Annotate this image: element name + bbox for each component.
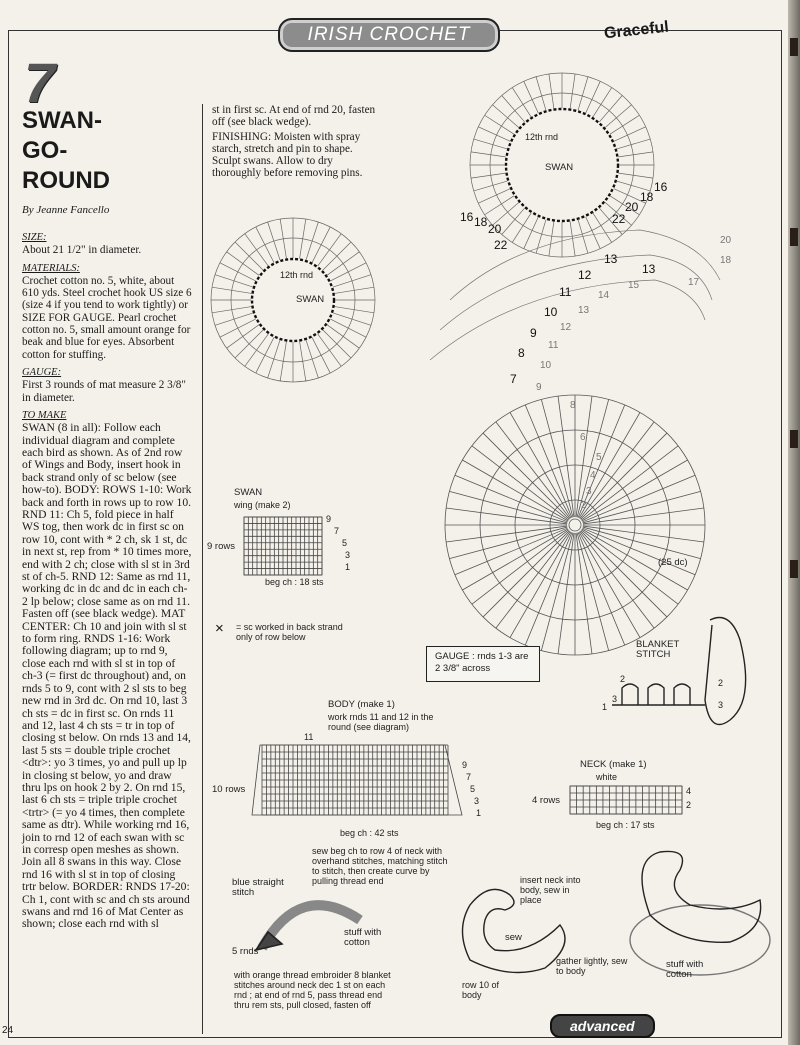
gauge-heading: GAUGE: xyxy=(22,366,62,378)
body-beg-ch: beg ch : 42 sts xyxy=(340,828,399,838)
mat-spoke xyxy=(446,508,567,524)
blanket-mark: 2 xyxy=(620,674,626,684)
faint-round-number: 8 xyxy=(570,400,576,411)
mat-spoke xyxy=(449,527,567,559)
swan-lace-rays xyxy=(211,218,375,382)
lace-ray xyxy=(474,139,508,149)
mat-spoke xyxy=(541,533,573,651)
row10-label: row 10 of body xyxy=(462,980,500,1000)
sew-label: sew xyxy=(505,932,522,943)
round-number: 7 xyxy=(510,372,517,386)
round-number: 10 xyxy=(544,305,558,319)
faint-round-number: 11 xyxy=(548,340,559,351)
faint-round-number: 3 xyxy=(586,486,592,497)
lace-ray xyxy=(318,234,342,266)
border-arcs xyxy=(430,230,720,360)
swan-circle-2-name: SWAN xyxy=(296,294,325,305)
needle-loop xyxy=(705,618,746,725)
swan-circle-2-rnd: 12th rnd xyxy=(280,270,314,280)
mat-spoke xyxy=(558,396,574,517)
lace-ray xyxy=(599,95,622,121)
body-chart xyxy=(252,745,462,815)
faint-round-number: 4 xyxy=(590,470,596,481)
gather-note: gather lightly, sew to body xyxy=(556,956,628,976)
gauge-box: GAUGE : rnds 1-3 are 2 3/8" across xyxy=(426,646,540,682)
five-rnds-label: 5 rnds xyxy=(232,946,259,957)
mat-spoke xyxy=(576,396,592,517)
round-number: 20 xyxy=(488,222,502,236)
graceful-tag: Graceful xyxy=(603,18,670,43)
round-number: 16 xyxy=(460,210,474,224)
lace-ray xyxy=(245,234,269,266)
mat-spoke xyxy=(483,433,569,519)
blanket-stitch-title: BLANKET STITCH xyxy=(636,639,680,660)
mat-spoke xyxy=(558,533,574,654)
blanket-stitch-drawing xyxy=(612,618,746,725)
title-line: GO- xyxy=(22,137,68,164)
wing-row-mark: 5 xyxy=(342,538,348,548)
mat-center-ring xyxy=(569,519,581,531)
center-dc-count: (25 dc) xyxy=(658,557,688,568)
faint-round-number: 10 xyxy=(540,360,552,371)
body-row-mark: 9 xyxy=(462,760,468,770)
mat-spoke xyxy=(472,446,569,520)
mat-spokes xyxy=(445,395,705,655)
mat-spoke xyxy=(583,508,704,524)
faint-round-number: 9 xyxy=(536,382,542,393)
neck-beg-ch: beg ch : 17 sts xyxy=(596,820,655,830)
wing-row-mark: 7 xyxy=(334,526,340,536)
lace-ray xyxy=(227,325,259,349)
faint-round-number: 5 xyxy=(596,452,602,463)
blanket-mark: 2 xyxy=(718,678,724,688)
mat-center-diagram xyxy=(445,395,705,655)
finishing-text: FINISHING: Moisten with spray starch, stretch and pin to shape. Sculpt swans. Allow to dry thoroughly before removing pins. xyxy=(212,130,363,180)
blanket-mark: 1 xyxy=(602,702,608,712)
neck-subtitle: white xyxy=(596,772,618,782)
lace-ray xyxy=(227,252,259,276)
mat-spoke xyxy=(446,526,567,542)
wing-rows-label: 9 rows xyxy=(207,541,235,552)
lace-ray xyxy=(235,330,263,358)
wing-row-mark: 1 xyxy=(345,562,351,572)
lace-ray xyxy=(502,208,525,234)
body-rows-label: 10 rows xyxy=(212,784,246,795)
wing-beg-ch: beg ch : 18 sts xyxy=(265,577,324,587)
wing-row-mark: 9 xyxy=(326,514,332,524)
round-number: 17 xyxy=(688,277,700,288)
title-line: SWAN- xyxy=(22,107,102,134)
body-stitch-grid xyxy=(262,745,448,815)
lace-ray xyxy=(327,325,359,349)
mat-spoke xyxy=(577,533,609,651)
round-number: 22 xyxy=(612,212,626,226)
mat-spoke xyxy=(583,491,701,523)
byline: By Jeanne Fancello xyxy=(22,204,110,216)
lace-ray xyxy=(578,77,588,111)
size-text: About 21 1/2" in diameter. xyxy=(22,244,142,257)
mat-spoke xyxy=(496,531,570,628)
lace-ray xyxy=(245,334,269,366)
border-arc xyxy=(440,255,712,330)
to-make-text: SWAN (8 in all): Follow each individual diagram and complete each bird as shown. As of 2nd row of Wings and Body, insert hook in back strand only of sc below (see how-to). BODY: ROWS 1-10: Work back and forth in rows up to row 10. RND 11: Ch 5, fold piece in half WS tog, then work dc in first sc on row 10, cont with * 2 ch, sk 1 st, dc in next st, rep from * 10 times more, end with 2 ch; close with sl st in 3rd st of ch-5. RND 12: Same as rnd 11, working dc in dc and dc in each ch-2 lp below; close same as on rnd 11. Fasten off (see black wedge). MAT CENTER: Ch 10 and join with sl st to form ring. RNDS 1-16: Work following diagram; up to rnd 9, close each rnd with sl st in top of ch-3 (= first dc throughout) and, on rnds 5 to 9, cont with 2 sl sts to beg new rnd in 3rd dc. On rnd 10, last 3 ch sts = dc in first sc. On rnds 11 and 12, last 4 ch sts = tr in top of closing st below. On rnds 13 and 14, last 5 sts = double triple crochet <dtr>: yo 3 times, yo and pull up lp in closing st below, yo and draw thru lps on hook 2 by 2. On rnd 15, last 6 ch sts = triple triple crochet <trtr> (= yo 4 times, then complete same as dtr). While working rnd 16, join to rnd 12 of each swan with sc in corresp open meshes as shown. Join all 8 swans in this way. Close rnd 16 with sl st in top of closing trtr below. BORDER: RNDS 17-20: Ch 1, cont with sc and ch sts around swans and rnd 16 of Mat Center as shown; close each rnd with sl xyxy=(22,421,192,931)
neck-chart xyxy=(570,786,682,814)
lace-ray xyxy=(318,334,342,366)
sc-back-strand-symbol: × xyxy=(215,620,224,637)
continued-text: st in first sc. At end of rnd 20, fasten off (see black wedge). xyxy=(212,104,376,129)
neck-rows-label: 4 rows xyxy=(532,795,560,806)
wing-row-mark: 3 xyxy=(345,550,351,560)
body-row-mark: 11 xyxy=(304,732,314,742)
lace-ray xyxy=(235,242,263,270)
gauge-text: First 3 rounds of mat measure 2 3/8" in diameter. xyxy=(22,379,186,404)
wing-title: SWAN xyxy=(234,487,263,498)
title-line: ROUND xyxy=(22,167,110,194)
lace-ray xyxy=(492,105,518,128)
lace-ray xyxy=(617,139,651,149)
round-number: 22 xyxy=(494,238,508,252)
lace-ray xyxy=(605,105,631,128)
body-row-mark: 5 xyxy=(470,784,476,794)
legend-text: = sc worked in back strand only of row below xyxy=(236,622,343,642)
round-number: 12 xyxy=(578,268,592,282)
body-title: BODY (make 1) xyxy=(328,699,395,710)
lace-ray xyxy=(549,221,554,256)
wing-stitch-grid xyxy=(244,517,322,575)
mat-spoke xyxy=(496,422,570,519)
final-stuff-label: stuff with cotton xyxy=(666,959,704,980)
wing-chart xyxy=(244,517,322,575)
faint-round-number: 2 xyxy=(581,500,587,511)
body-description: work rnds 11 and 12 in the round (see diagram) xyxy=(328,712,434,732)
page-number: 24 xyxy=(2,1025,14,1036)
mat-spoke xyxy=(483,531,569,617)
lace-ray xyxy=(474,181,508,191)
materials-text: Crochet cotton no. 5, white, about 610 yds. Steel crochet hook US size 6 (size 4 if you tend to work tightly) or SIZE FOR GAUGE. Pearl crochet cotton no. 5, small amount orange for beak and blue for eyes. Absorbent cotton for stuffing. xyxy=(22,274,192,361)
round-number: 13 xyxy=(642,262,656,276)
round-number: 11 xyxy=(559,285,572,299)
round-number: 18 xyxy=(640,190,654,204)
round-number: 13 xyxy=(604,252,618,266)
size-heading: SIZE: xyxy=(22,232,47,243)
round-number: 16 xyxy=(654,180,668,194)
embroider-note: with orange thread embroider 8 blanket stitches around neck dec 1 st on each rnd ; at end of rnd 5, pass thread end thru rem sts, pull closed, fasten off xyxy=(234,970,391,1010)
faint-round-number: 15 xyxy=(628,280,640,291)
faint-round-number: 13 xyxy=(578,305,590,316)
round-number: 18 xyxy=(720,255,732,266)
swan-circle-1-name: SWAN xyxy=(545,162,574,173)
round-number: 8 xyxy=(518,346,525,360)
lace-ray xyxy=(502,95,525,121)
header-banner-text: IRISH CROCHET xyxy=(307,24,471,45)
lace-ray xyxy=(618,173,653,178)
lace-ray xyxy=(536,77,546,111)
mat-spoke xyxy=(541,399,573,517)
faint-round-number: 6 xyxy=(580,432,586,443)
neck-title: NECK (make 1) xyxy=(580,759,647,770)
round-number: 18 xyxy=(474,215,488,229)
advanced-badge: advanced xyxy=(550,1014,655,1038)
stuff-label: stuff with cotton xyxy=(344,927,382,948)
round-number: 9 xyxy=(530,326,537,340)
lace-ray xyxy=(327,252,359,276)
final-swan-outline xyxy=(642,851,761,942)
to-make-heading: TO MAKE xyxy=(22,409,67,421)
mat-spoke xyxy=(583,527,701,559)
mat-spoke xyxy=(576,533,592,654)
mat-spoke xyxy=(583,526,704,542)
faint-round-number: 14 xyxy=(598,290,610,301)
lace-ray xyxy=(549,74,554,109)
wing-subtitle: wing (make 2) xyxy=(234,500,291,510)
swan-lace-1 xyxy=(211,218,375,382)
project-number: 7 xyxy=(24,51,56,114)
materials-heading: MATERIALS: xyxy=(22,262,80,274)
faint-round-number: 12 xyxy=(560,322,572,333)
lace-ray xyxy=(471,173,506,178)
swan-circle-1-rnd: 12th rnd xyxy=(525,132,559,142)
insert-neck-note: insert neck into body, sew in place xyxy=(520,875,581,905)
round-number: 20 xyxy=(720,235,732,246)
blanket-mark: 3 xyxy=(612,694,618,704)
blue-stitch-label: blue straight stitch xyxy=(232,877,284,898)
body-row-mark: 1 xyxy=(476,808,482,818)
lace-ray xyxy=(618,152,653,157)
swan-final-drawing xyxy=(630,851,770,975)
mat-spoke xyxy=(581,531,667,617)
lace-ray xyxy=(323,330,351,358)
lace-ray xyxy=(570,74,575,109)
neck-row-mark: 4 xyxy=(686,786,692,796)
lace-ray xyxy=(471,152,506,157)
body-row-mark: 3 xyxy=(474,796,480,806)
neck-sew-note: sew beg ch to row 4 of neck with overhand stitches, matching stitch to stitch, then create curve by pulling thread end xyxy=(312,846,448,886)
mat-spoke xyxy=(472,530,569,604)
blanket-mark: 3 xyxy=(718,700,724,710)
round-number: 20 xyxy=(625,200,639,214)
beak-icon xyxy=(256,932,282,950)
neck-stitch-grid xyxy=(570,786,682,814)
body-row-mark: 7 xyxy=(466,772,472,782)
mat-spoke xyxy=(580,531,654,628)
blanket-loops xyxy=(622,684,690,705)
mat-spoke xyxy=(449,491,567,523)
neck-row-mark: 2 xyxy=(686,800,692,810)
lace-ray xyxy=(323,242,351,270)
